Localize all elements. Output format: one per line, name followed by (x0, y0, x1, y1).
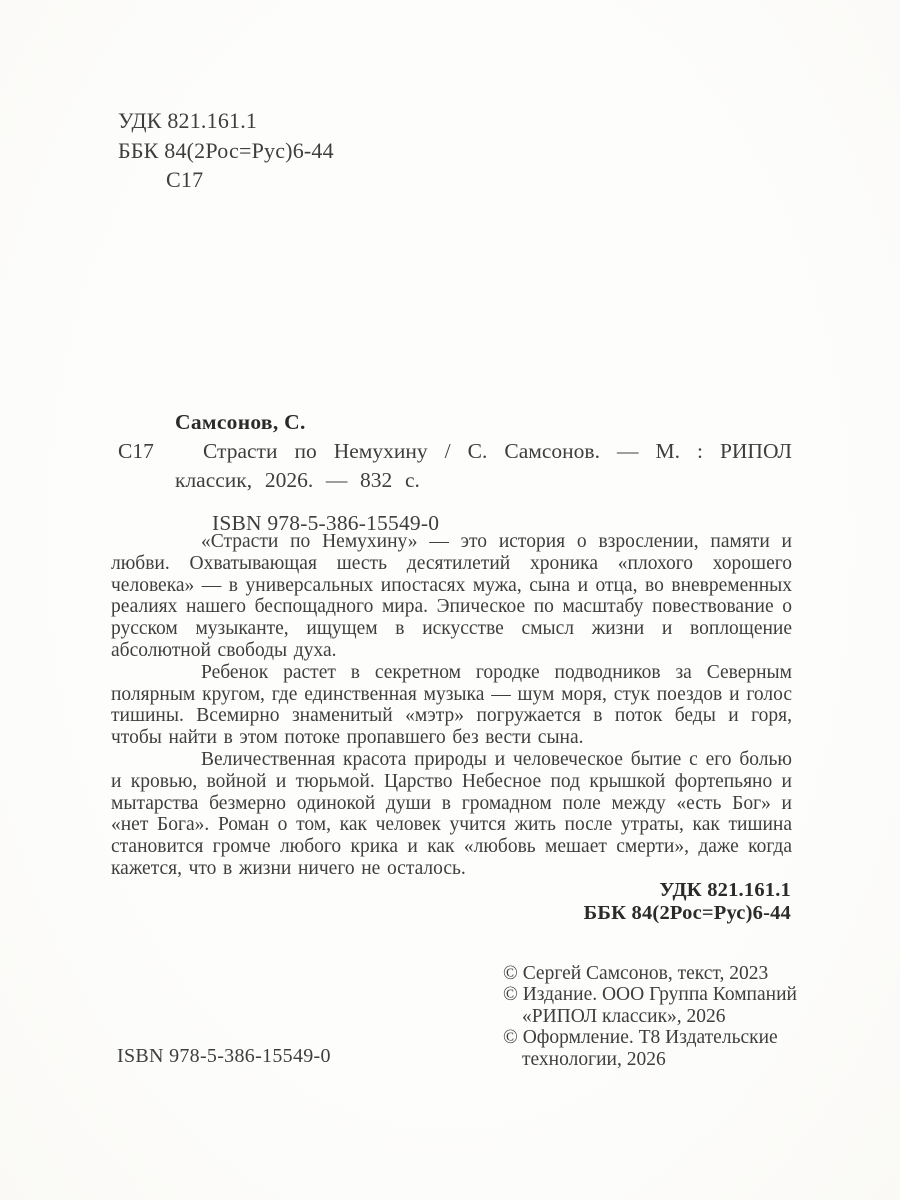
udk-code-bold: УДК 821.161.1 (659, 879, 791, 901)
bottom-catalog-codes (584, 879, 791, 924)
bibliographic-entry (118, 437, 792, 495)
copyright-notice-design: © Оформление. Т8 Издательские технологии, 2026 (503, 1027, 778, 1070)
bbk-code-bold: ББК 84(2Рос=Рус)6-44 (583, 901, 791, 924)
copyright-block (503, 963, 805, 1070)
copyright-notice-text: © Сергей Самсонов, текст, 2023 (503, 963, 769, 984)
annotation-paragraph: «Страсти по Немухину» — это история о взрослении, памяти и любви. Охватывающая шесть десятилетий хроника «плохого хорошего человека» — в универсальных ипостасях мужа, сына и отца, во вневременных реалиях нашего беспощадного мира. Эпическое по масштабу повествование о русском музыканте, ищущем в искусстве смысл жизни и воплощение абсолютной свободы духа. (111, 531, 792, 661)
author-sign-code: С17 (166, 167, 204, 192)
udk-code: УДК 821.161.1 (118, 108, 258, 133)
top-catalog-codes (118, 106, 334, 195)
catalog-card (118, 408, 792, 538)
footer-isbn: ISBN 978-5-386-15549-0 (117, 1045, 331, 1067)
isbn-line: ISBN 978-5-386-15549-0 (212, 511, 440, 535)
catalog-author-heading: Самсонов, С. (175, 410, 306, 434)
bbk-code: ББК 84(2Рос=Рус)6-44 (118, 137, 334, 163)
catalog-author-sign: С17 (118, 439, 154, 463)
annotation-paragraph: Ребенок растет в секретном городке подводников за Северным полярным кругом, где единственная музыка — шум моря, стук поездов и голос тишины. Всемирно знаменитый «мэтр» погружается в поток беды и горя, чтобы найти в этом потоке пропавшего без вести сына. (111, 661, 792, 749)
annotation-paragraph: Величественная красота природы и человеческое бытие с его болью и кровью, войной и тюрьмой. Царство Небесное под крышкой фортепьяно и мытарства безмерно одинокой души в громадном поле между «есть Бог» и «нет Бога». Роман о том, как человек учится жить после утраты, как тишина становится громче любого крика и как «любовь мешает смерти», даже когда кажется, что в жизни ничего не осталось. (111, 748, 792, 879)
copyright-notice-edition: © Издание. ООО Группа Компаний «РИПОЛ классик», 2026 (503, 984, 797, 1027)
annotation-block (111, 531, 792, 880)
bibliographic-entry-text: Страсти по Немухину / С. Самсонов. — М. : РИПОЛ классик, 2026. — 832 с. (175, 439, 792, 492)
